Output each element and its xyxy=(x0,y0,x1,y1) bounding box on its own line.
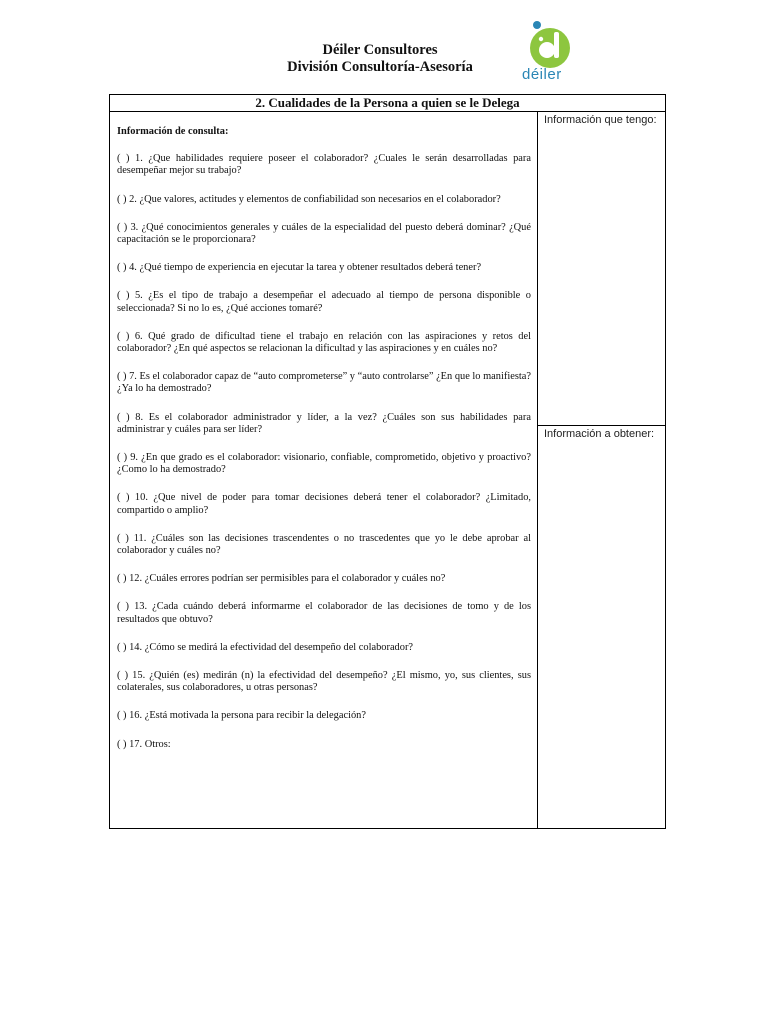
consultation-content xyxy=(117,126,531,767)
question-item: ( ) 11. ¿Cuáles son las decisiones trascendentes o no trascedentes que yo le debe aprobar al colaborador y cuáles no? xyxy=(117,532,531,557)
question-item: ( ) 5. ¿Es el tipo de trabajo a desempeñar el adecuado al tiempo de persona disponible o seleccionada? Si no lo es, ¿Qué acciones tomaré? xyxy=(117,290,531,314)
question-item: ( ) 1. ¿Que habilidades requiere poseer el colaborador? ¿Cuales le serán desarrolladas para desempeñar mejor su trabajo? xyxy=(117,153,531,177)
notes-column xyxy=(538,112,665,828)
question-item: ( ) 14. ¿Cómo se medirá la efectividad del desempeño del colaborador? xyxy=(117,641,414,653)
question-item: ( ) 6. Qué grado de dificultad tiene el trabajo en relación con las aspiraciones y retos del colaborador? ¿En qué aspectos se relacionan la dificultad y las aspiraciones y en cuáles no? xyxy=(117,330,531,355)
question-item: ( ) 3. ¿Qué conocimientos generales y cuáles de la especialidad del puesto deberá dominar? ¿Qué capacitación se le proporcionara? xyxy=(117,221,531,246)
question-item: ( ) 16. ¿Está motivada la persona para recibir la delegación? xyxy=(117,710,366,722)
question-item: ( ) 9. ¿En que grado es el colaborador: visionario, confiable, comprometido, objetivo y proactivo? ¿Como lo ha demostrado? xyxy=(117,452,531,476)
info-obtain-cell xyxy=(538,426,665,828)
question-item: ( ) 4. ¿Qué tiempo de experiencia en ejecutar la tarea y obtener resultados deberá tener? xyxy=(117,262,482,274)
table-title: 2. Cualidades de la Persona a quien se le Delega xyxy=(110,95,665,112)
question-item: ( ) 8. Es el colaborador administrador y líder, a la vez? ¿Cuáles son sus habilidades para administrar y cuáles para ser líder? xyxy=(117,411,531,435)
info-have-cell xyxy=(538,112,665,426)
question-item: ( ) 2. ¿Que valores, actitudes y elementos de confiabilidad son necesarios en el colaborador? xyxy=(117,193,501,205)
question-item: ( ) 15. ¿Quién (es) medirán (n) la efectividad del desempeño? ¿El mismo, yo, sus clientes, sus colaterales, sus colaboradores, u otras personas? xyxy=(117,670,531,694)
question-item: ( ) 7. Es el colaborador capaz de “auto comprometerse” y “auto controlarse” ¿En que lo manifiesta? ¿Ya lo ha demostrado? xyxy=(117,371,531,395)
info-have-label: Información que tengo: xyxy=(544,114,657,126)
division-name: División Consultoría-Asesoría xyxy=(287,59,473,75)
question-item: ( ) 13. ¿Cada cuándo deberá informarme el colaborador de las decisiones de tomo y de los resultados que obtuvo? xyxy=(117,601,531,625)
company-name: Déiler Consultores xyxy=(322,42,438,58)
question-item: ( ) 10. ¿Que nivel de poder para tomar decisiones deberá tener el colaborador? ¿Limitado, compartido o amplio? xyxy=(117,492,531,516)
consultation-subheading: Información de consulta: xyxy=(117,126,229,137)
deiler-logo xyxy=(516,18,580,88)
question-item: ( ) 12. ¿Cuáles errores podrían ser permisibles para el colaborador y cuáles no? xyxy=(117,573,446,585)
logo-mark-icon xyxy=(516,18,580,68)
qualities-table xyxy=(109,94,666,829)
document-header xyxy=(230,42,530,76)
info-obtain-label: Información a obtener: xyxy=(544,428,655,440)
logo-wordmark: déiler xyxy=(522,66,562,83)
question-item: ( ) 17. Otros: xyxy=(117,738,171,750)
consultation-column xyxy=(110,112,538,828)
